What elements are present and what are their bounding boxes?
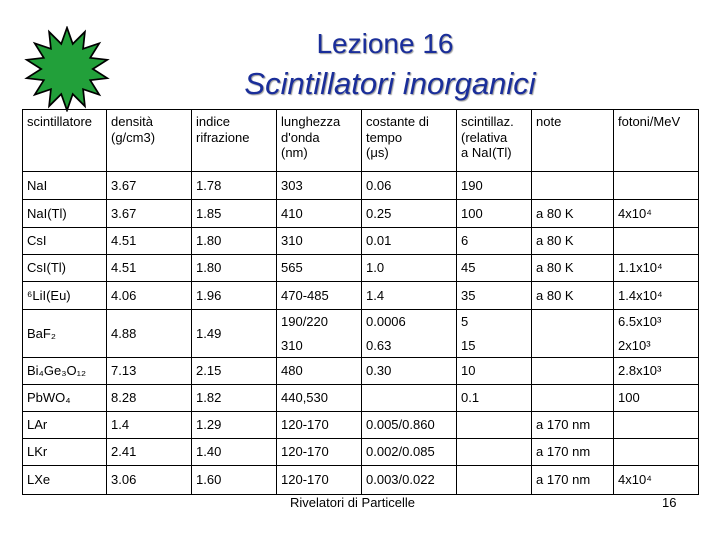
cell-costante-tempo (362, 255, 457, 282)
cell-text: a 170 nm (536, 444, 591, 460)
header-note (532, 110, 614, 172)
cell-scintillazione-relativa (457, 466, 532, 495)
cell-note (532, 228, 614, 255)
cell-note (532, 200, 614, 228)
cell-lunghezza-onda (277, 412, 362, 439)
cell-text: NaI (27, 177, 48, 193)
cell-costante-tempo (362, 385, 457, 412)
cell-indice-rifrazione (192, 228, 277, 255)
cell-text: 1.80 (196, 233, 222, 249)
cell-note (532, 439, 614, 466)
cell-scintillatore (23, 310, 107, 358)
cell-indice-rifrazione (192, 385, 277, 412)
cell-note (532, 358, 614, 385)
cell-indice-rifrazione (192, 439, 277, 466)
cell-text: 1.0 (366, 260, 385, 276)
cell-text: indice (196, 114, 230, 129)
cell-text: d'onda (281, 129, 320, 145)
cell-text: 2.41 (111, 444, 137, 460)
cell-text: 1.4 (111, 417, 130, 433)
cell-densita (107, 255, 192, 282)
cell-indice-rifrazione (192, 466, 277, 495)
cell-text: 440,530 (281, 390, 328, 406)
cell-costante-tempo (362, 412, 457, 439)
slide-title: Lezione 16 (316, 28, 454, 59)
cell-text: CsI (27, 233, 47, 249)
cell-text: scintillaz. (461, 114, 514, 129)
cell-fotoni-mev (614, 466, 699, 495)
cell-scintillatore (23, 439, 107, 466)
cell-text: 1.85 (196, 205, 222, 221)
cell-text: note (536, 114, 562, 129)
cell-text: a 80 K (536, 260, 574, 276)
cell-text: 4.51 (111, 260, 137, 276)
cell-fotoni-mev (614, 255, 699, 282)
cell-indice-rifrazione (192, 310, 277, 358)
header-densita (107, 110, 192, 172)
cell-scintillatore (23, 412, 107, 439)
cell-text: 410 (281, 205, 303, 221)
cell-scintillazione-relativa (457, 310, 532, 358)
cell-scintillazione-relativa (457, 412, 532, 439)
cell-text: scintillatore (27, 114, 93, 129)
cell-text: 5 (461, 313, 469, 329)
cell-text: 6 (461, 233, 469, 249)
cell-text: 1.40 (196, 444, 222, 460)
cell-fotoni-mev (614, 172, 699, 200)
cell-text: 190/220 (281, 313, 328, 329)
cell-text: 6.5x10³ (618, 313, 662, 329)
cell-text: 45 (461, 260, 476, 276)
cell-text: 15 (461, 337, 476, 353)
table-row (23, 310, 699, 358)
cell-text: lunghezza (281, 114, 341, 129)
cell-text: PbWO₄ (27, 390, 71, 406)
cell-text: 1.80 (196, 260, 222, 276)
cell-scintillatore (23, 466, 107, 495)
cell-note (532, 466, 614, 495)
cell-text: 4.51 (111, 233, 137, 249)
cell-text: 1.49 (196, 325, 222, 341)
table-row (23, 282, 699, 310)
cell-text: 1.29 (196, 417, 222, 433)
cell-indice-rifrazione (192, 282, 277, 310)
slide-subtitle: Scintillatori inorganici (244, 66, 536, 101)
cell-scintillazione-relativa (457, 200, 532, 228)
cell-text: 0.30 (366, 363, 392, 379)
table-row (23, 228, 699, 255)
cell-text: 2.15 (196, 363, 222, 379)
cell-note (532, 412, 614, 439)
cell-lunghezza-onda (277, 310, 362, 358)
cell-fotoni-mev (614, 228, 699, 255)
cell-scintillatore (23, 172, 107, 200)
cell-scintillazione-relativa (457, 228, 532, 255)
cell-text: 0.06 (366, 177, 392, 193)
table-row (23, 412, 699, 439)
cell-text: 0.01 (366, 233, 392, 249)
cell-costante-tempo (362, 172, 457, 200)
cell-fotoni-mev (614, 282, 699, 310)
table-row (23, 255, 699, 282)
table-row (23, 200, 699, 228)
cell-text: costante di (366, 114, 429, 129)
cell-densita (107, 439, 192, 466)
cell-densita (107, 172, 192, 200)
page-number: 16 (662, 495, 677, 510)
cell-text: (μs) (366, 145, 389, 161)
cell-text: 100 (618, 390, 640, 406)
cell-costante-tempo (362, 228, 457, 255)
table-row (23, 385, 699, 412)
cell-fotoni-mev (614, 439, 699, 466)
header-lunghezza-onda (277, 110, 362, 172)
cell-text: 3.06 (111, 472, 137, 488)
cell-text: a 170 nm (536, 472, 591, 488)
cell-text: tempo (366, 129, 403, 145)
cell-scintillatore (23, 228, 107, 255)
table-header-row (23, 110, 699, 172)
cell-text: 1.78 (196, 177, 222, 193)
cell-costante-tempo (362, 358, 457, 385)
table-row (23, 358, 699, 385)
cell-text: 10 (461, 363, 476, 379)
cell-text: 0.63 (366, 337, 392, 353)
cell-scintillazione-relativa (457, 282, 532, 310)
cell-densita (107, 310, 192, 358)
cell-densita (107, 466, 192, 495)
cell-lunghezza-onda (277, 255, 362, 282)
cell-text: (nm) (281, 145, 308, 161)
cell-text: 310 (281, 337, 303, 353)
cell-text: 1.96 (196, 287, 222, 303)
cell-indice-rifrazione (192, 172, 277, 200)
cell-text: 4.06 (111, 287, 137, 303)
cell-densita (107, 358, 192, 385)
cell-note (532, 255, 614, 282)
cell-fotoni-mev (614, 385, 699, 412)
cell-fotoni-mev (614, 412, 699, 439)
cell-scintillazione-relativa (457, 255, 532, 282)
cell-lunghezza-onda (277, 385, 362, 412)
cell-note (532, 310, 614, 358)
cell-text: 3.67 (111, 177, 137, 193)
cell-text: 4x10⁴ (618, 205, 652, 221)
header-scintillatore (23, 110, 107, 172)
cell-indice-rifrazione (192, 200, 277, 228)
cell-text: LAr (27, 417, 48, 433)
cell-scintillazione-relativa (457, 385, 532, 412)
cell-text: NaI(Tl) (27, 205, 67, 221)
cell-text: 7.13 (111, 363, 137, 379)
cell-text: 1.1x10⁴ (618, 260, 663, 276)
cell-text: 120-170 (281, 417, 329, 433)
cell-scintillazione-relativa (457, 358, 532, 385)
cell-text: 2.8x10³ (618, 363, 662, 379)
cell-fotoni-mev (614, 200, 699, 228)
cell-text: 1.4x10⁴ (618, 287, 663, 303)
cell-scintillazione-relativa (457, 172, 532, 200)
scintillator-table (22, 109, 699, 495)
header-costante-tempo (362, 110, 457, 172)
cell-scintillatore (23, 200, 107, 228)
cell-scintillatore (23, 358, 107, 385)
table-row (23, 172, 699, 200)
cell-scintillatore (23, 385, 107, 412)
cell-note (532, 282, 614, 310)
cell-text: 8.28 (111, 390, 137, 406)
cell-text: 35 (461, 287, 476, 303)
table-row (23, 466, 699, 495)
cell-text: fotoni/MeV (618, 114, 681, 129)
cell-text: 0.0006 (366, 313, 406, 329)
cell-densita (107, 228, 192, 255)
cell-text: ⁶LiI(Eu) (27, 287, 71, 303)
cell-text: LKr (27, 444, 48, 460)
cell-densita (107, 385, 192, 412)
cell-text: 1.82 (196, 390, 222, 406)
cell-text: 120-170 (281, 444, 329, 460)
cell-costante-tempo (362, 200, 457, 228)
cell-scintillazione-relativa (457, 439, 532, 466)
cell-text: 4.88 (111, 325, 137, 341)
cell-text: 0.002/0.085 (366, 444, 435, 460)
cell-text: 480 (281, 363, 303, 379)
cell-text: 4x10⁴ (618, 472, 652, 488)
cell-costante-tempo (362, 310, 457, 358)
cell-densita (107, 282, 192, 310)
cell-text: CsI(Tl) (27, 260, 66, 276)
cell-text: 303 (281, 177, 303, 193)
cell-text: a 170 nm (536, 417, 591, 433)
cell-lunghezza-onda (277, 228, 362, 255)
cell-densita (107, 412, 192, 439)
green-starburst-icon (24, 26, 110, 112)
cell-text: densità (111, 114, 153, 129)
cell-text: 120-170 (281, 472, 329, 488)
cell-costante-tempo (362, 466, 457, 495)
cell-text: 0.25 (366, 205, 392, 221)
cell-text: a NaI(Tl) (461, 145, 512, 161)
cell-densita (107, 200, 192, 228)
cell-text: 565 (281, 260, 303, 276)
cell-costante-tempo (362, 282, 457, 310)
cell-lunghezza-onda (277, 282, 362, 310)
cell-text: 1.60 (196, 472, 222, 488)
cell-text: 100 (461, 205, 483, 221)
cell-indice-rifrazione (192, 255, 277, 282)
cell-text: LXe (27, 472, 51, 488)
cell-text: 2x10³ (618, 337, 651, 353)
cell-indice-rifrazione (192, 358, 277, 385)
cell-text: 310 (281, 233, 303, 249)
cell-text: 0.1 (461, 390, 480, 406)
table-row (23, 439, 699, 466)
cell-text: BaF₂ (27, 325, 56, 341)
footer-text: Rivelatori di Particelle (290, 495, 415, 510)
cell-scintillatore (23, 282, 107, 310)
cell-note (532, 385, 614, 412)
cell-text: 470-485 (281, 287, 329, 303)
cell-fotoni-mev (614, 310, 699, 358)
cell-text: 0.003/0.022 (366, 472, 435, 488)
cell-lunghezza-onda (277, 200, 362, 228)
header-indice-rifrazione (192, 110, 277, 172)
header-fotoni-mev (614, 110, 699, 172)
cell-lunghezza-onda (277, 439, 362, 466)
cell-text: a 80 K (536, 287, 574, 303)
cell-text: 0.005/0.860 (366, 417, 435, 433)
cell-text: 1.4 (366, 287, 385, 303)
cell-lunghezza-onda (277, 172, 362, 200)
cell-text: (relativa (461, 129, 508, 145)
cell-text: 3.67 (111, 205, 137, 221)
cell-lunghezza-onda (277, 466, 362, 495)
cell-text: Bi₄Ge₃O₁₂ (27, 363, 87, 379)
cell-note (532, 172, 614, 200)
cell-scintillatore (23, 255, 107, 282)
cell-indice-rifrazione (192, 412, 277, 439)
cell-text: a 80 K (536, 233, 574, 249)
cell-text: 190 (461, 177, 483, 193)
cell-text: (g/cm3) (111, 129, 156, 145)
cell-text: rifrazione (196, 129, 250, 145)
cell-costante-tempo (362, 439, 457, 466)
cell-text: a 80 K (536, 205, 574, 221)
cell-fotoni-mev (614, 358, 699, 385)
cell-lunghezza-onda (277, 358, 362, 385)
header-scintillazione-relativa (457, 110, 532, 172)
